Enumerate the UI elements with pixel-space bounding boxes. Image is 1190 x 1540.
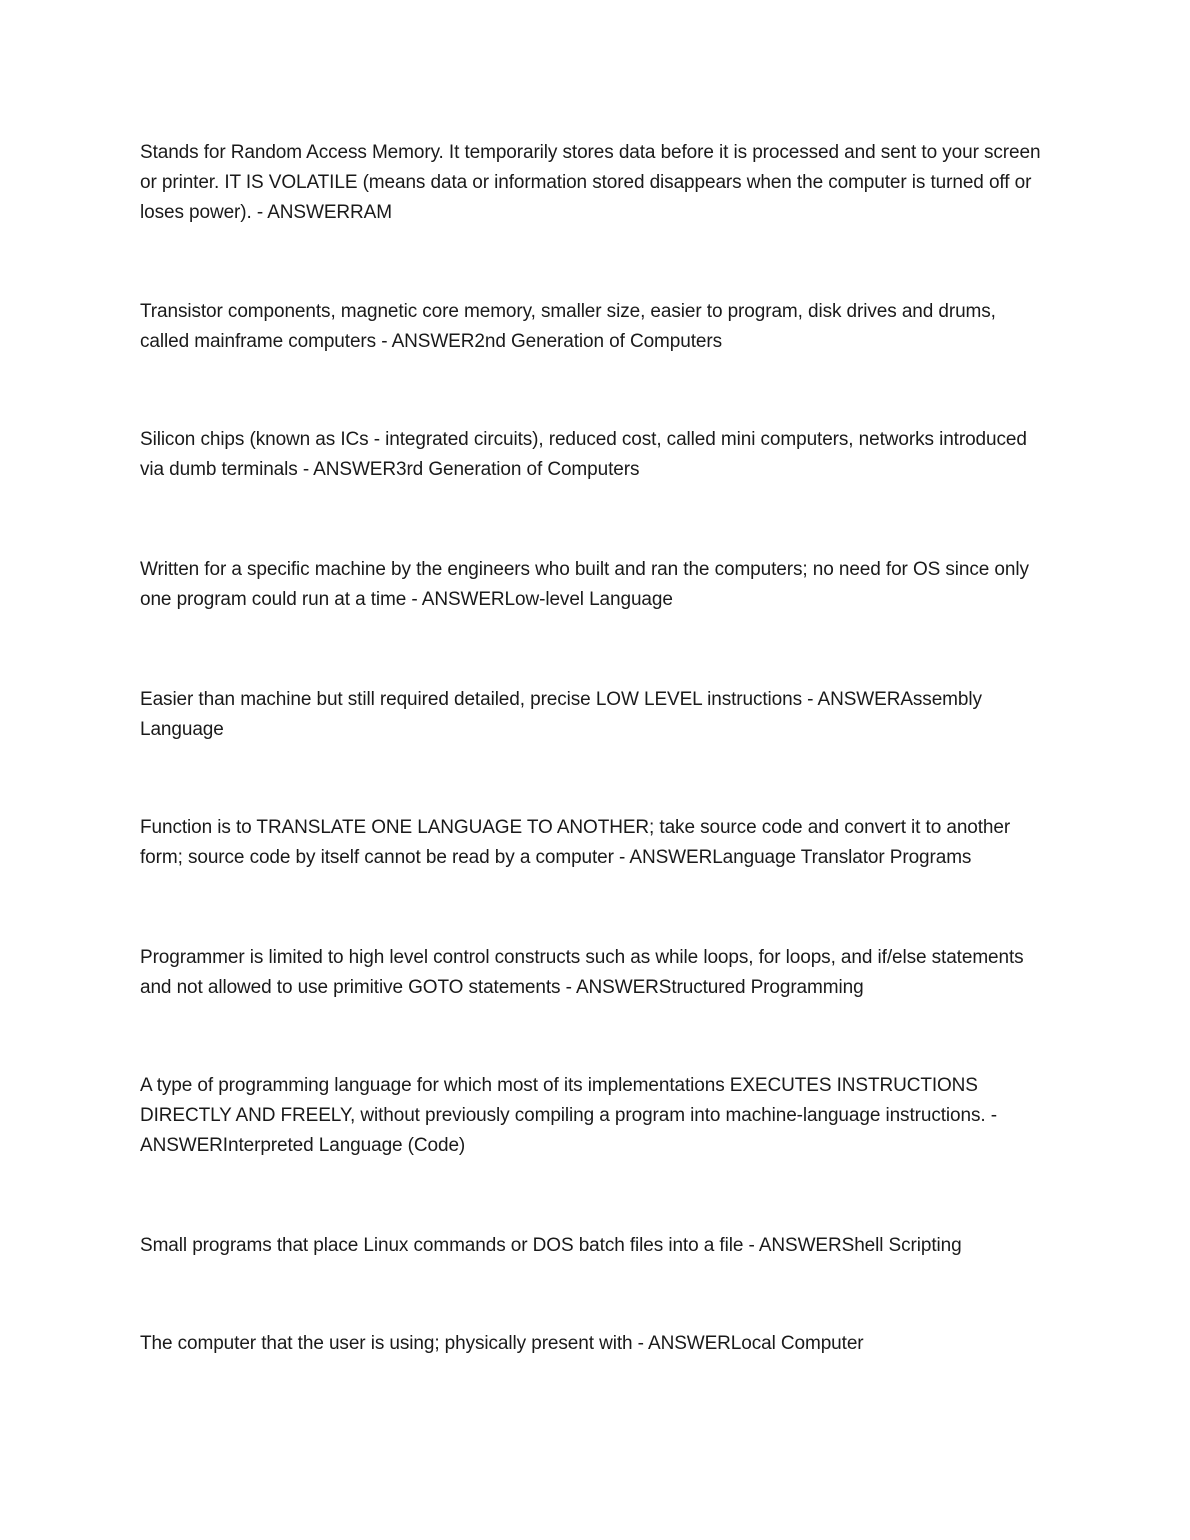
flashcard-entry: Easier than machine but still required detailed, precise LOW LEVEL instructions - ANSWERAssembly Language <box>140 689 982 740</box>
flashcard-entry: Stands for Random Access Memory. It temporarily stores data before it is processed and sent to your screen or printer. IT IS VOLATILE (means data or information stored disappears when the computer is turned off or loses power). - ANSWERRAM <box>140 142 1041 223</box>
flashcard-entry: Silicon chips (known as ICs - integrated circuits), reduced cost, called mini computers, networks introduced via dumb terminals - ANSWER3rd Generation of Computers <box>140 429 1027 480</box>
flashcard-entry: Written for a specific machine by the engineers who built and ran the computers; no need for OS since only one program could run at a time - ANSWERLow-level Language <box>140 559 1029 610</box>
flashcard-entry: Programmer is limited to high level control constructs such as while loops, for loops, and if/else statements and not allowed to use primitive GOTO statements - ANSWERStructured Programming <box>140 947 1024 998</box>
flashcard-entry: Function is to TRANSLATE ONE LANGUAGE TO ANOTHER; take source code and convert it to another form; source code by itself cannot be read by a computer - ANSWERLanguage Translator Programs <box>140 817 1011 868</box>
flashcard-entry: The computer that the user is using; physically present with - ANSWERLocal Computer <box>140 1333 864 1354</box>
flashcard-entry: Small programs that place Linux commands or DOS batch files into a file - ANSWERShell Scripting <box>140 1235 962 1256</box>
flashcard-entry: Transistor components, magnetic core memory, smaller size, easier to program, disk drives and drums, called mainframe computers - ANSWER2nd Generation of Computers <box>140 301 996 352</box>
flashcard-entry: A type of programming language for which most of its implementations EXECUTES INSTRUCTIONS DIRECTLY AND FREELY, without previously compiling a program into machine-language instructions. - ANSWERInterpreted Language (Code) <box>140 1075 997 1156</box>
